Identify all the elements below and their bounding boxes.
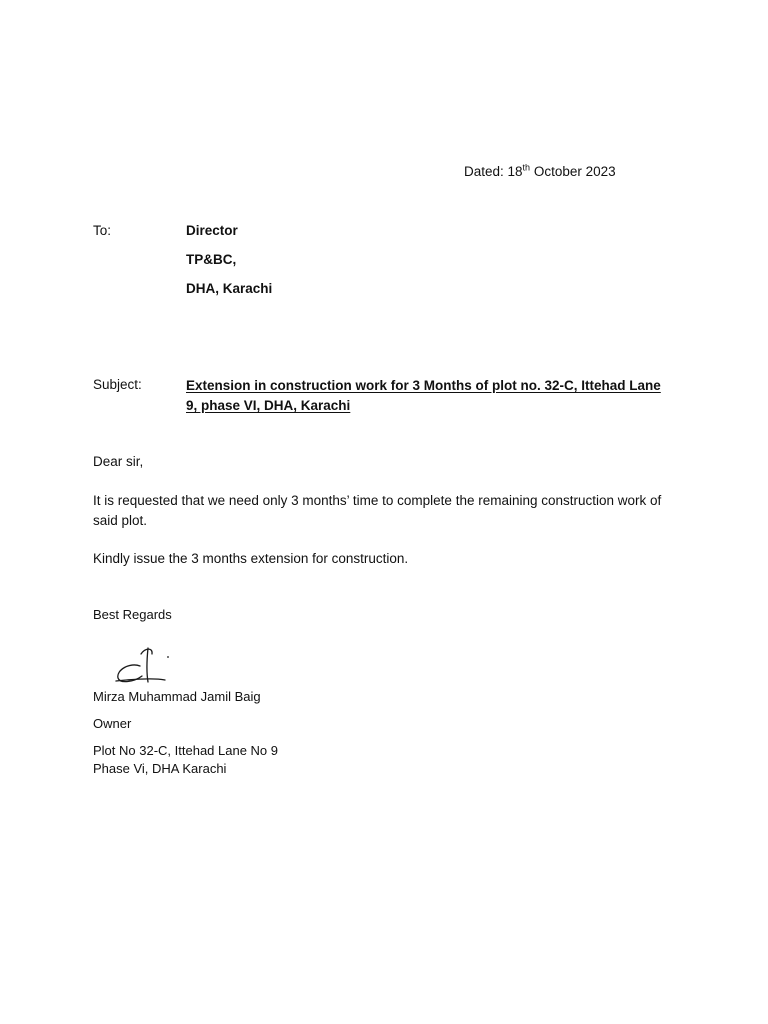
letter-date: Dated: 18th October 2023 <box>464 162 616 179</box>
recipient-label: To: <box>93 223 112 238</box>
sender-title: Owner <box>93 716 132 731</box>
sender-address-line-2: Phase Vi, DHA Karachi <box>93 761 227 776</box>
signature <box>110 640 190 690</box>
recipient-line-3: DHA, Karachi <box>186 281 273 296</box>
body-paragraph-2: Kindly issue the 3 months extension for construction. <box>93 551 409 566</box>
body-paragraph-1: It is requested that we need only 3 months’ time to complete the remaining construction work of said plot. <box>93 493 662 528</box>
salutation: Dear sir, <box>93 454 144 469</box>
subject-text: Extension in construction work for 3 Months of plot no. 32-C, Ittehad Lane 9, phase VI, DHA, Karachi <box>186 378 661 413</box>
sender-name: Mirza Muhammad Jamil Baig <box>93 689 261 704</box>
closing: Best Regards <box>93 607 172 622</box>
recipient-line-1: Director <box>186 223 238 238</box>
subject-label: Subject: <box>93 377 142 392</box>
sender-address-line-1: Plot No 32-C, Ittehad Lane No 9 <box>93 743 279 758</box>
recipient-line-2: TP&BC, <box>186 252 237 267</box>
